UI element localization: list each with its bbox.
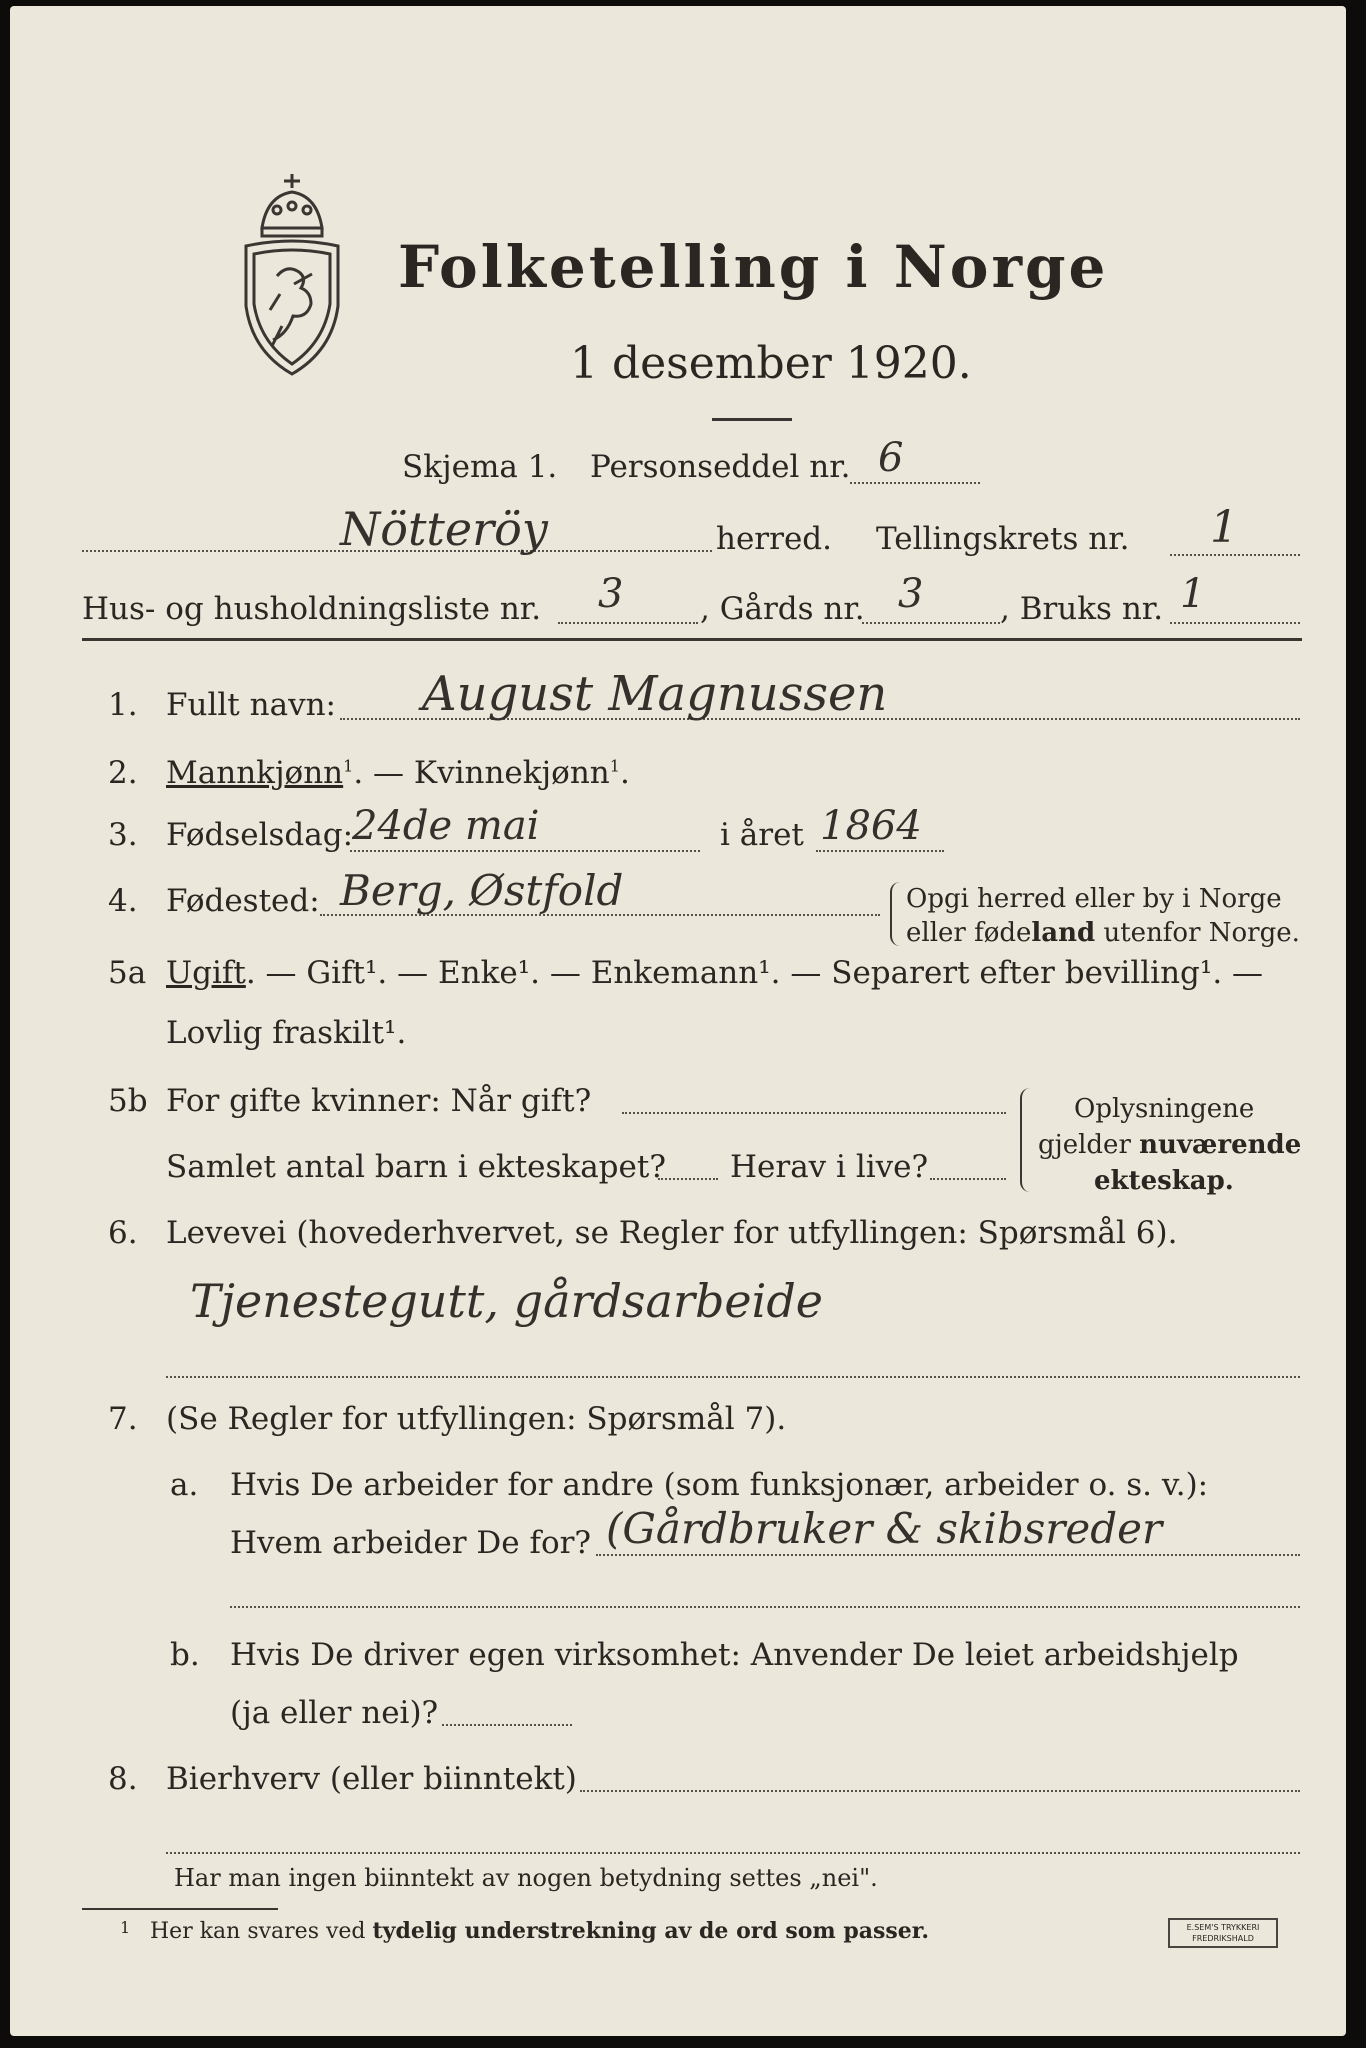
herred-label: herred. (716, 521, 832, 557)
printer-stamp-line2: FREDRIKSHALD (1192, 1934, 1254, 1943)
q4-value: Berg, Østfold (340, 866, 624, 915)
norwegian-coat-of-arms-icon (232, 166, 352, 381)
form-title: Folketelling i Norge (398, 233, 1109, 301)
q1-value: August Magnussen (422, 666, 888, 722)
personseddel-line (850, 482, 980, 484)
personseddel-label: Personseddel nr. (590, 449, 851, 485)
q5a-options (166, 955, 1264, 991)
skjema-label: Skjema 1. (402, 449, 558, 485)
q8-line (580, 1790, 1300, 1792)
q5b-label-children: Samlet antal barn i ekteskapet? (166, 1149, 666, 1185)
footnote-text: Her kan svares ved tydelig understrekning av de ord som passer. (150, 1918, 930, 1944)
tellingskrets-label: Tellingskrets nr. (876, 521, 1130, 557)
q5a-other-options: . — Gift¹. — Enke¹. — Enkemann¹. — Separert efter bevilling¹. — (245, 955, 1264, 991)
q8-line2 (166, 1852, 1300, 1854)
footnote-mark: 1 (120, 1918, 131, 1937)
q7a-letter: a. (170, 1467, 199, 1503)
q4-number: 4. (108, 883, 138, 919)
q7a-line2 (230, 1606, 1300, 1608)
q5b-married-line (622, 1112, 1006, 1114)
q4-note-brace (890, 882, 902, 946)
hus-label: Hus- og husholdningsliste nr. (82, 591, 542, 627)
bruks-label: , Bruks nr. (1000, 591, 1164, 627)
q5b-children-line (658, 1178, 718, 1180)
q7a-label: Hvis De arbeider for andre (som funksjonær, arbeider o. s. v.): (230, 1467, 1209, 1503)
q8-number: 8. (108, 1761, 138, 1797)
hus-line (558, 622, 698, 624)
q5b-alive-line (930, 1178, 1006, 1180)
q4-label: Fødested: (166, 883, 320, 919)
q3-year-value: 1864 (820, 803, 922, 849)
personseddel-value: 6 (878, 435, 904, 481)
q5b-note-line1: Oplysningene (1074, 1094, 1255, 1124)
printer-stamp-line1: E.SEM'S TRYKKERI (1186, 1923, 1260, 1932)
q8-label: Bierhverv (eller biinntekt) (166, 1761, 577, 1797)
q5a-line2: Lovlig fraskilt¹. (166, 1015, 407, 1051)
q3-value: 24de mai (352, 803, 540, 849)
q5b-label-married: For gifte kvinner: Når gift? (166, 1083, 592, 1119)
q3-year-line (816, 850, 944, 852)
q7b-label: Hvis De driver egen virksomhet: Anvender De leiet arbeidshjelp (230, 1637, 1239, 1673)
q1-label: Fullt navn: (166, 687, 336, 723)
title-divider (712, 418, 792, 421)
q6-line (166, 1376, 1300, 1378)
gards-line (862, 622, 1000, 624)
tellingskrets-value: 1 (1210, 502, 1238, 553)
gards-value: 3 (898, 571, 924, 617)
q5b-note-line2: gjelder nuværende (1038, 1130, 1302, 1160)
q7-label: (Se Regler for utfyllingen: Spørsmål 7). (166, 1401, 787, 1437)
q5a-number: 5a (108, 955, 147, 991)
q6-value: Tjenestegutt, gårdsarbeide (190, 1274, 823, 1328)
gards-label: , Gårds nr. (700, 591, 865, 627)
q4-note-line1: Opgi herred eller by i Norge (906, 884, 1282, 914)
q7b-line (442, 1724, 572, 1726)
q7b-label2: (ja eller nei)? (230, 1695, 439, 1731)
q5b-note-line3: ekteskap. (1094, 1166, 1234, 1196)
q2-male-option: Mannkjønn (166, 755, 344, 791)
hus-value: 3 (598, 571, 624, 617)
q2-options: Mannkjønn$^1$. — Kvinnekjønn$^1$. (166, 755, 630, 791)
q3-label: Fødselsdag: (166, 817, 354, 853)
q5b-label-alive: Herav i live? (730, 1149, 929, 1185)
printer-stamp (1168, 1918, 1278, 1948)
q7b-letter: b. (170, 1637, 200, 1673)
q7a-value: (Gårdbruker & skibsreder (606, 1504, 1163, 1553)
q4-note-line2: eller fødeland utenfor Norge. (906, 918, 1300, 948)
herred-value: Nötteröy (340, 502, 548, 556)
q3-number: 3. (108, 817, 138, 853)
q7a-line (596, 1554, 1300, 1556)
q1-number: 1. (108, 687, 138, 723)
bruks-line (1170, 622, 1300, 624)
q6-label: Levevei (hovederhvervet, se Regler for utfyllingen: Spørsmål 6). (166, 1215, 1178, 1251)
footnote-divider (82, 1908, 278, 1910)
q2-number: 2. (108, 755, 138, 791)
q7a-label2: Hvem arbeider De for? (230, 1525, 592, 1561)
header-divider (82, 638, 1302, 641)
bruks-value: 1 (1180, 571, 1206, 617)
census-form-sheet (10, 6, 1346, 2036)
q5b-note-brace (1020, 1088, 1032, 1192)
q8-note: Har man ingen biinntekt av nogen betydning settes „nei". (174, 1864, 878, 1892)
q2-female-option: . — Kvinnekjønn (353, 755, 610, 791)
tellingskrets-line (1170, 554, 1300, 556)
q6-number: 6. (108, 1215, 138, 1251)
q5a-ugift-option: Ugift (166, 955, 246, 991)
q5b-number: 5b (108, 1083, 148, 1119)
q3-line (350, 850, 700, 852)
q2-end: . (619, 755, 630, 791)
census-date: 1 desember 1920. (570, 338, 972, 389)
q7-number: 7. (108, 1401, 138, 1437)
q3-year-label: i året (720, 817, 804, 853)
